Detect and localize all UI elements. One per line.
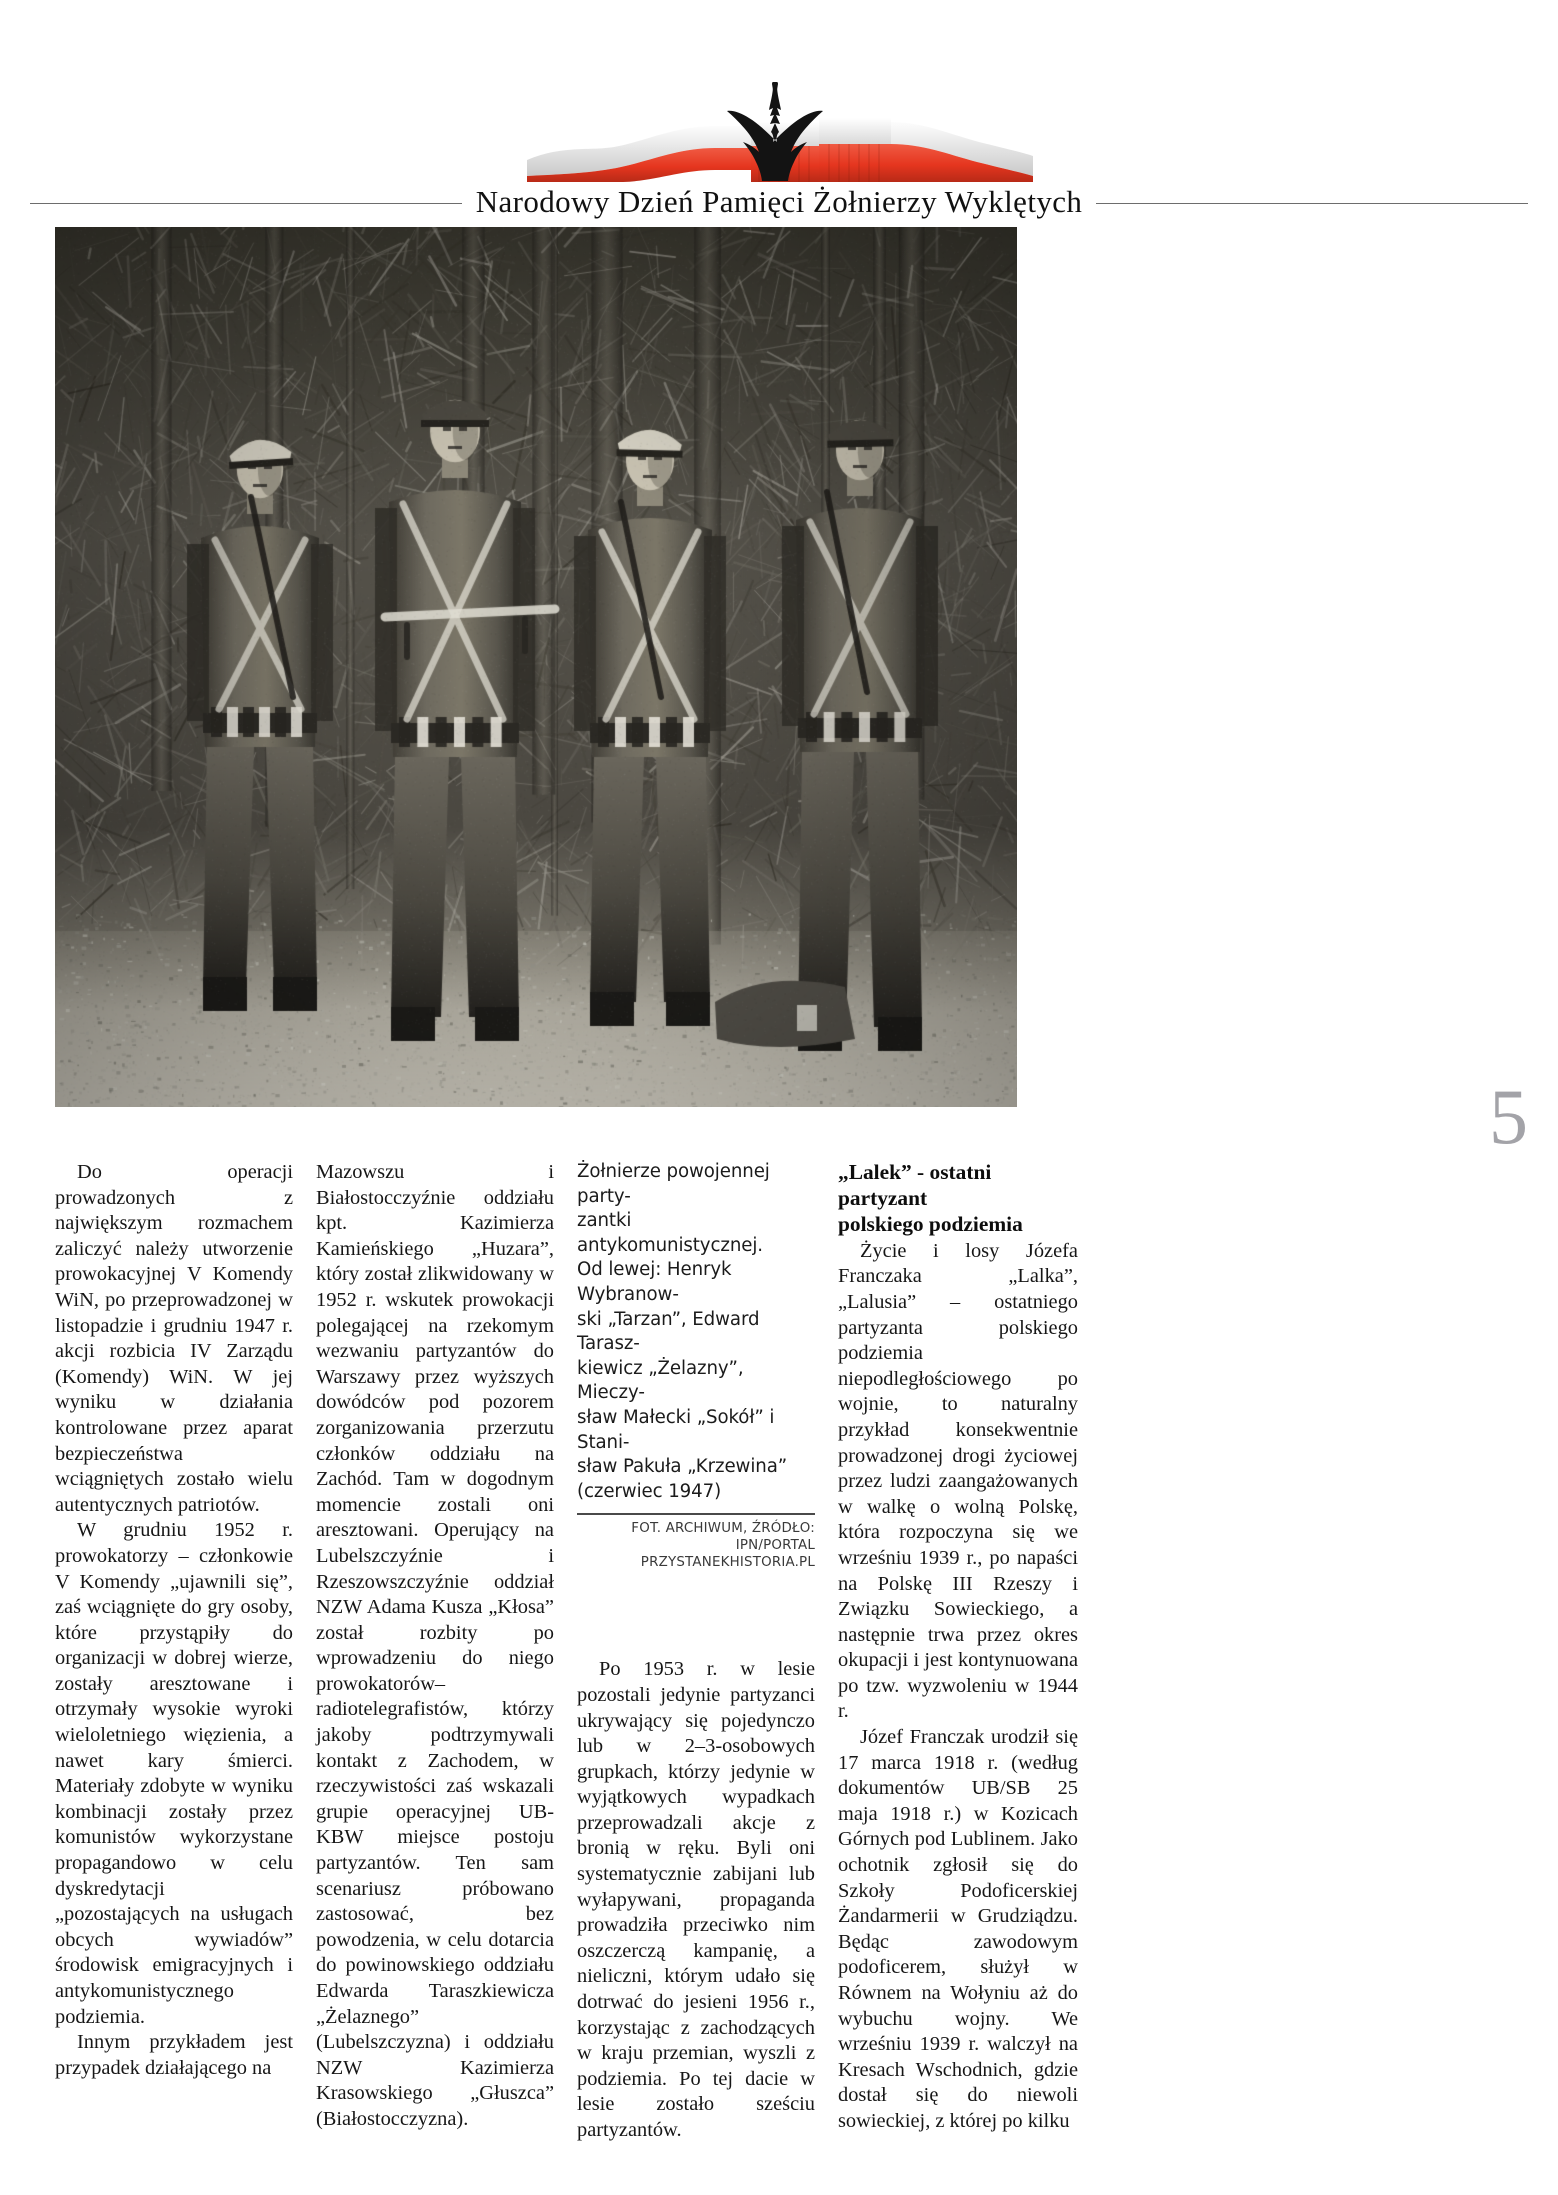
article-columns [55, 1160, 1520, 2144]
caption-line: Żołnierze powojennej party- [577, 1161, 770, 1207]
paragraph: Mazowszu i Białostocczyźnie oddziału kpt. Kazimierza Kamieńskiego „Huzara”, który został zlikwidowany w 1952 r. wskutek prowokacji polegającej na rzekomym wezwaniu partyzantów do Warszawy przez wyższych dowódców pod pozorem zorganizowania przerzutu członków oddziału na Zachód. Tam w dogodnym momencie zostali oni aresztowani. Operujący na Lubelszczyźnie i Rzeszowszczyźnie oddział NZW Adama Kusza „Kłosa” został rozbity po wprowadzeniu do niego prowokatorów–radiotelegrafistów, którzy jakoby podtrzymywali kontakt z Zachodem, w rzeczywistości zaś wskazali grupie operacyjnej UB-KBW miejsce postoju partyzantów. Ten sam scenariusz próbowano zastosować, bez powodzenia, w celu dotarcia do powinowskiego oddziału Edwarda Taraszkiewicza „Żelaznego” (Lubelszczyzna) i oddziału NZW Kazimierza Krasowskiego „Głuszca” (Białostocczyzna). [316, 1161, 554, 2130]
caption-line: Od lewej: Henryk Wybranow- [577, 1259, 732, 1305]
page-title: Narodowy Dzień Pamięci Żołnierzy Wyklętych [475, 183, 1083, 219]
caption-line: kiewicz „Żelazny”, Mieczy- [577, 1357, 744, 1404]
paragraph: Józef Franczak urodził się 17 marca 1918 r. (według dokumentów UB/SB 25 maja 1918 r.) w Kozicach Górnych pod Lublinem. Jako ochotnik zgłosił się do Szkoły Podoficerskiej Żandarmerii w Grudziądzu. Będąc zawodowym podoficerem, służył w Równem na Wołyniu aż do wybuchu wojny. We wrześniu 1939 r. walczył na Kresach Wschodnich, gdzie dostał się do niewoli sowieckiej, z której po kilku [838, 1726, 1078, 2132]
column-2-body [316, 1160, 554, 2133]
ribbon-white-center2 [819, 118, 891, 144]
column-3 [577, 1160, 815, 2144]
column-1 [55, 1160, 293, 2144]
credit-line: PRZYSTANEKHISTORIA.PL [640, 1555, 815, 1571]
page-number: 5 [1489, 1073, 1528, 1160]
caption-line: sław Małecki „Sokół” i Stani- [577, 1406, 775, 1453]
headline-line: polskiego podziemia [838, 1212, 1023, 1237]
caption-line: zantki antykomunistycznej. [577, 1210, 763, 1256]
paragraph: Do operacji prowadzonych z największym rozmachem zaliczyć należy utworzenie prowokacyjnej V Komendy WiN, po przeprowadzonej w listopadzie i grudniu 1947 r. akcji rozbicia IV Zarządu (Komendy) WiN. W jej wyniku w działania kontrolowane przez aparat bezpieczeństwa wciągniętych zostało wielu autentycznych patriotów. [55, 1161, 293, 1516]
column-3-spacer [577, 1571, 815, 1657]
masthead-rule-right [1096, 203, 1528, 204]
photo-canvas [55, 227, 1017, 1107]
paragraph: W grudniu 1952 r. prowokatorzy – członkowie V Komendy „ujawnili się”, zaś wciągnięte do gry osoby, które przystąpiły do organizacji w dobrej wierze, zostały aresztowane i otrzymały wysokie wyroki wieloletniego więzienia, a nawet kary śmierci. Materiały zdobyte w wyniku kombinacji zostały przez komunistów wykorzystane propagandowo w celu dyskredytacji „pozostających na usługach obcych wywiadów” środowisk emigracyjnych i antykomunistycznego podziemia. [55, 1519, 293, 2028]
caption-line: (czerwiec 1947) [577, 1480, 722, 1502]
headline-line: „Lalek” - ostatni partyzant [838, 1160, 992, 1210]
polish-flag-ribbon-icon [519, 82, 1039, 182]
masthead-rule-left [30, 203, 462, 204]
column-3-body [577, 1657, 815, 2143]
caption-line: sław Pakuła „Krzewina” [577, 1456, 788, 1478]
caption-line: ski „Tarzan”, Edward Tarasz- [577, 1308, 760, 1355]
column-2 [316, 1160, 554, 2144]
column-4 [838, 1160, 1078, 2144]
credit-divider [577, 1513, 815, 1515]
section-headline [838, 1160, 1078, 1238]
paragraph: Życie i losy Józefa Franczaka „Lalka”, „Lalusia” – ostatniego partyzanta polskiego podziemia niepodległościowego po wojnie, to naturalny przykład konsekwentnie prowadzonej drogi życiowej przez ludzi zaangażowanych w walkę o wolną Polskę, która rozpoczyna się we wrześniu 1939 r., po napaści na Polskę III Rzeszy i Związku Sowieckiego, a następnie trwa przez okres okupacji i jest kontynuowana po tzw. wyzwoleniu w 1944 r. [838, 1239, 1078, 1723]
masthead [0, 0, 1558, 230]
paragraph: Po 1953 r. w lesie pozostali jedynie partyzanci ukrywający się pojedynczo lub w 2–3-osobowych grupkach, którzy jedynie w wyjątkowych wypadkach przeprowadzali akcje z bronią w ręku. Byli oni systematycznie zabijani lub wyłapywani, propaganda prowadziła przeciwko nim oszczerczą kampanię, a nieliczni, którym udało się dotrwać do jesieni 1956 r., korzystając z zachodzących w kraju przemian, wyszli z podziemia. Po tej dacie w lesie zostało sześciu partyzantów. [577, 1658, 815, 2141]
partisans-group-photograph [55, 227, 1017, 1107]
eagle-crown-path [772, 82, 778, 90]
masthead-title-row [0, 178, 1558, 224]
credit-line: FOT. ARCHIWUM, ŹRÓDŁO: IPN/PORTAL [631, 1521, 815, 1554]
column-4-body [838, 1239, 1078, 2135]
photo-caption [577, 1160, 815, 1504]
column-1-body [55, 1160, 293, 2081]
photo-credit [577, 1520, 815, 1571]
paragraph: Innym przykładem jest przypadek działającego na [55, 2031, 293, 2079]
ribbon-svg [519, 82, 1039, 182]
